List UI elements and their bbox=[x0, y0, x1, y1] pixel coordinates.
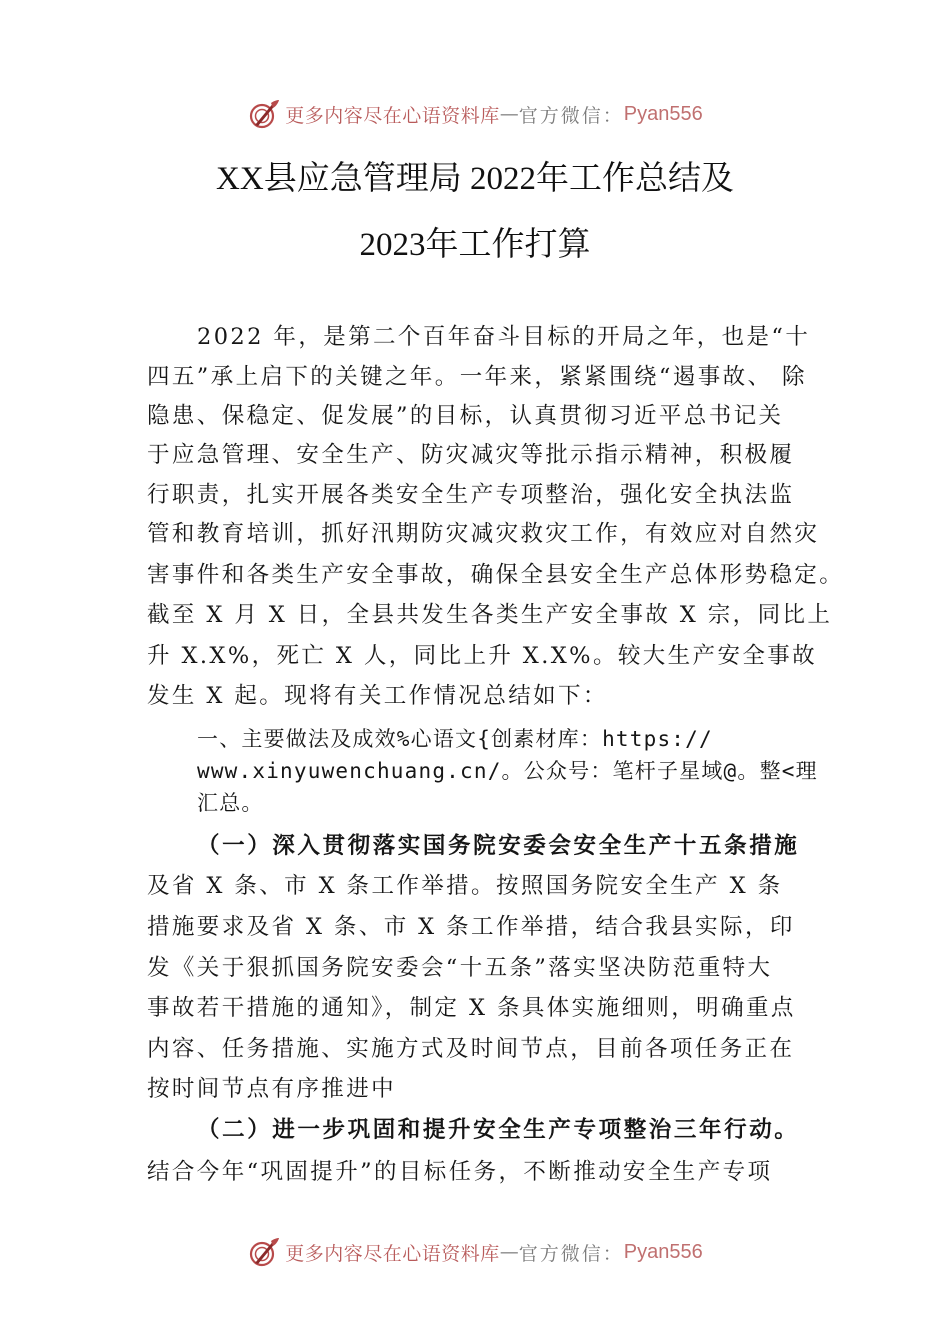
paragraph-line: 升 X.X%，死亡 X 人，同比上升 X.X%。较大生产安全事故 bbox=[147, 643, 818, 669]
document-title-line-1: XX县应急管理局 2022年工作总结及 bbox=[216, 161, 734, 197]
watermark-wechat-id: Pyan556 bbox=[623, 102, 703, 125]
paragraph-line: 发《关于狠抓国务院安委会“十五条”落实坚决防范重特大 bbox=[147, 955, 773, 981]
watermark-site-text: 更多内容尽在心语资料库 bbox=[285, 1242, 500, 1265]
paragraph-line: 2022 年，是第二个百年奋斗目标的开局之年，也是“十 bbox=[197, 324, 811, 350]
paragraph-line: 按时间节点有序推进中 bbox=[147, 1076, 397, 1102]
paragraph-line: 截至 X 月 X 日，全县共发生各类生产安全事故 X 宗，同比上 bbox=[147, 602, 833, 628]
paragraph-line: 四五”承上启下的关键之年。一年来，紧紧围绕“遏事故、 除 bbox=[147, 364, 807, 390]
quill-logo-icon bbox=[247, 97, 281, 131]
paragraph-line: 及省 X 条、市 X 条工作举措。按照国务院安全生产 X 条 bbox=[147, 873, 783, 899]
watermark-label: 官方微信： bbox=[518, 104, 624, 127]
watermark-separator: — bbox=[499, 1241, 519, 1263]
watermark-separator: — bbox=[499, 103, 519, 125]
quill-logo-icon bbox=[247, 1235, 281, 1269]
paragraph-line: 害事件和各类生产安全事故，确保全县安全生产总体形势稳定。 bbox=[147, 562, 845, 588]
paragraph-line: 行职责，扎实开展各类安全生产专项整治，强化安全执法监 bbox=[147, 482, 795, 508]
paragraph-line: 措施要求及省 X 条、市 X 条工作举措，结合我县实际，印 bbox=[147, 914, 795, 940]
watermark-label: 官方微信： bbox=[518, 1242, 624, 1265]
watermark-banner-top bbox=[0, 94, 950, 134]
paragraph-line: 管和教育培训，抓好汛期防灾减灾救灾工作，有效应对自然灾 bbox=[147, 521, 820, 547]
paragraph-line: 于应急管理、安全生产、防灾减灾等批示指示精神，积极履 bbox=[147, 442, 795, 468]
watermark-wechat-id: Pyan556 bbox=[623, 1240, 703, 1263]
paragraph-line: 隐患、保稳定、促发展”的目标，认真贯彻习近平总书记关 bbox=[147, 403, 784, 429]
paragraph-line: 事故若干措施的通知》，制定 X 条具体实施细则，明确重点 bbox=[147, 995, 796, 1021]
document-title-line-2: 2023年工作打算 bbox=[359, 227, 591, 263]
section-heading-line: www.xinyuwenchuang.cn/。公众号：笔杆子星域@。整<理 bbox=[197, 759, 818, 783]
watermark-banner-bottom bbox=[0, 1232, 950, 1272]
subsection-title: （一）深入贯彻落实国务院安委会安全生产十五条措施 bbox=[197, 833, 800, 859]
subsection-title: （二）进一步巩固和提升安全生产专项整治三年行动。 bbox=[197, 1117, 800, 1143]
section-heading-line: 一、主要做法及成效%心语文{创素材库：https:// bbox=[197, 727, 713, 751]
paragraph-line: 发生 X 起。现将有关工作情况总结如下： bbox=[147, 683, 608, 709]
watermark-site-text: 更多内容尽在心语资料库 bbox=[285, 104, 500, 127]
paragraph-line: 结合今年“巩固提升”的目标任务，不断推动安全生产专项 bbox=[147, 1159, 773, 1185]
section-heading-line: 汇总。 bbox=[197, 791, 264, 815]
paragraph-line: 内容、任务措施、实施方式及时间节点，目前各项任务正在 bbox=[147, 1036, 795, 1062]
